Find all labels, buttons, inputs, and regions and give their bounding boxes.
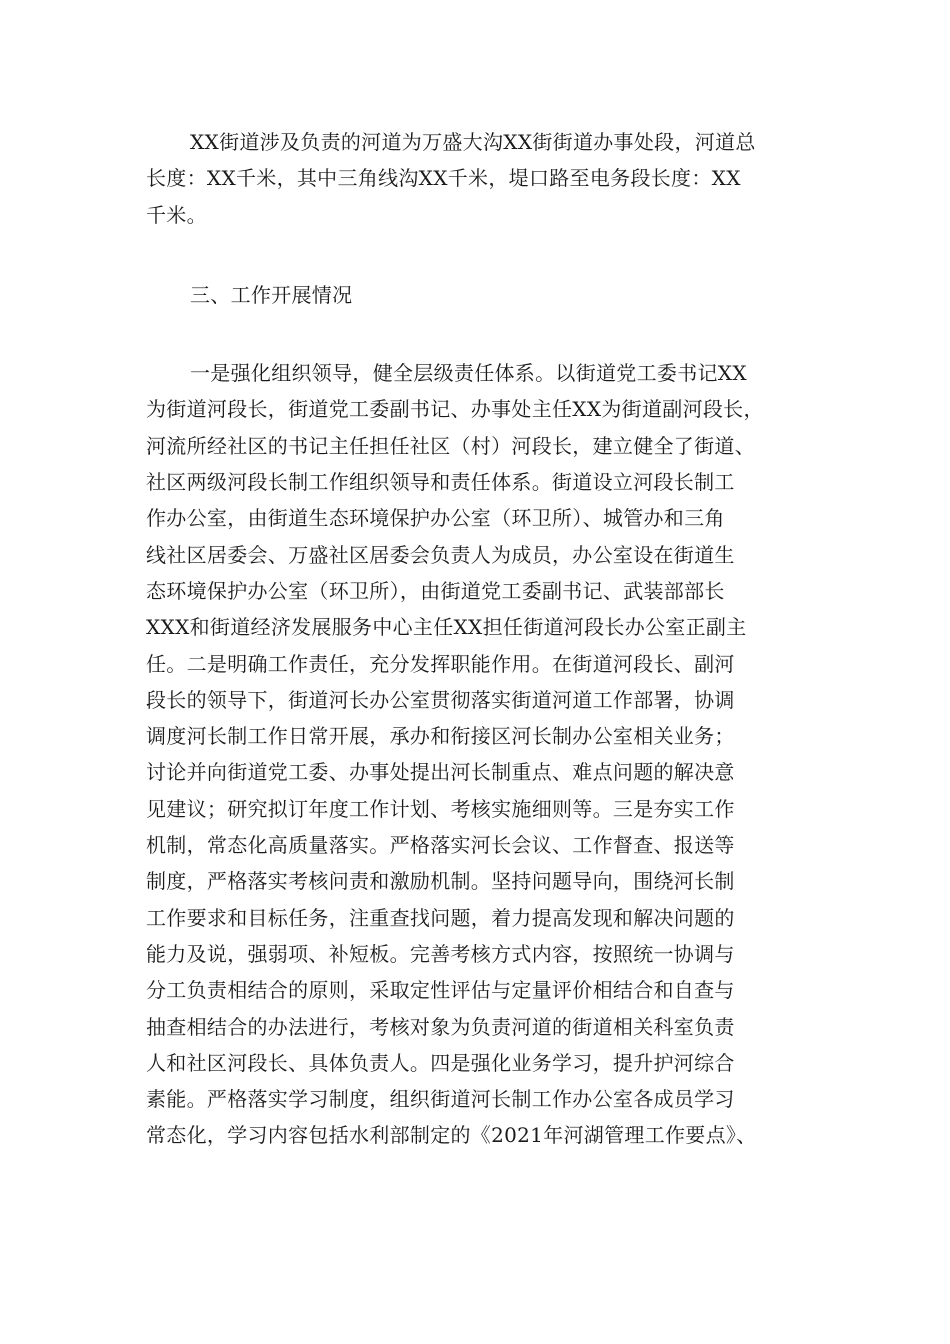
text-line: 见建议；研究拟订年度工作计划、考核实施细则等。三是夯实工作 [146,796,735,821]
text-line: 一是强化组织领导，健全层级责任体系。以街道党工委书记XX [190,361,747,386]
text-line: XXX和街道经济发展服务中心主任XX担任街道河段长办公室正副主 [146,615,747,640]
text-line: 为街道河段长，街道党工委副书记、办事处主任XX为街道副河段长， [146,397,764,422]
text-line: 千米。 [146,202,207,227]
text-line: 讨论并向街道党工委、办事处提出河长制重点、难点问题的解决意 [146,760,735,785]
text-line: 制度，严格落实考核问责和激励机制。坚持问题导向，围绕河长制 [146,869,735,894]
text-line: 作办公室，由街道生态环境保护办公室（环卫所）、城管办和三角 [146,506,725,531]
paragraph-river-scope [146,124,810,233]
text-line: 河流所经社区的书记主任担任社区（村）河段长，建立健全了街道、 [146,433,755,458]
text-line: 段长的领导下，街道河长办公室贯彻落实街道河道工作部署，协调 [146,687,735,712]
text-line: 线社区居委会、万盛社区居委会负责人为成员，办公室设在街道生 [146,542,735,567]
paragraph-spacer [146,233,810,277]
text-line: 能力及说，强弱项、补短板。完善考核方式内容，按照统一协调与 [146,941,735,966]
paragraph-work-progress [146,355,810,1154]
text-line: 长度：XX千米，其中三角线沟XX千米，堤口路至电务段长度：XX [146,166,741,191]
text-line: 人和社区河段长、具体负责人。四是强化业务学习，提升护河综合 [146,1050,735,1075]
text-line: 常态化，学习内容包括水利部制定的《2021年河湖管理工作要点》、 [146,1123,757,1148]
text-line: 社区两级河段长制工作组织领导和责任体系。街道设立河段长制工 [146,470,735,495]
document-body [146,124,810,1154]
section-heading: 三、工作开展情况 [190,282,353,307]
text-line: 分工负责相结合的原则，采取定性评估与定量评价相结合和自查与 [146,978,735,1003]
text-line: XX街道涉及负责的河道为万盛大沟XX街街道办事处段，河道总 [190,130,756,154]
paragraph-spacer [146,313,810,355]
text-line: 任。二是明确工作责任，充分发挥职能作用。在街道河段长、副河 [146,651,735,676]
text-line: 抽查相结合的办法进行，考核对象为负责河道的街道相关科室负责 [146,1014,735,1039]
text-line: 调度河长制工作日常开展，承办和衔接区河长制办公室相关业务； [146,724,735,749]
text-line: 机制，常态化高质量落实。严格落实河长会议、工作督查、报送等 [146,833,735,858]
text-line: 素能。严格落实学习制度，组织街道河长制工作办公室各成员学习 [146,1087,735,1112]
text-line: 工作要求和目标任务，注重查找问题，着力提高发现和解决问题的 [146,905,735,930]
text-line: 态环境保护办公室（环卫所），由街道党工委副书记、武装部部长 [146,578,725,603]
